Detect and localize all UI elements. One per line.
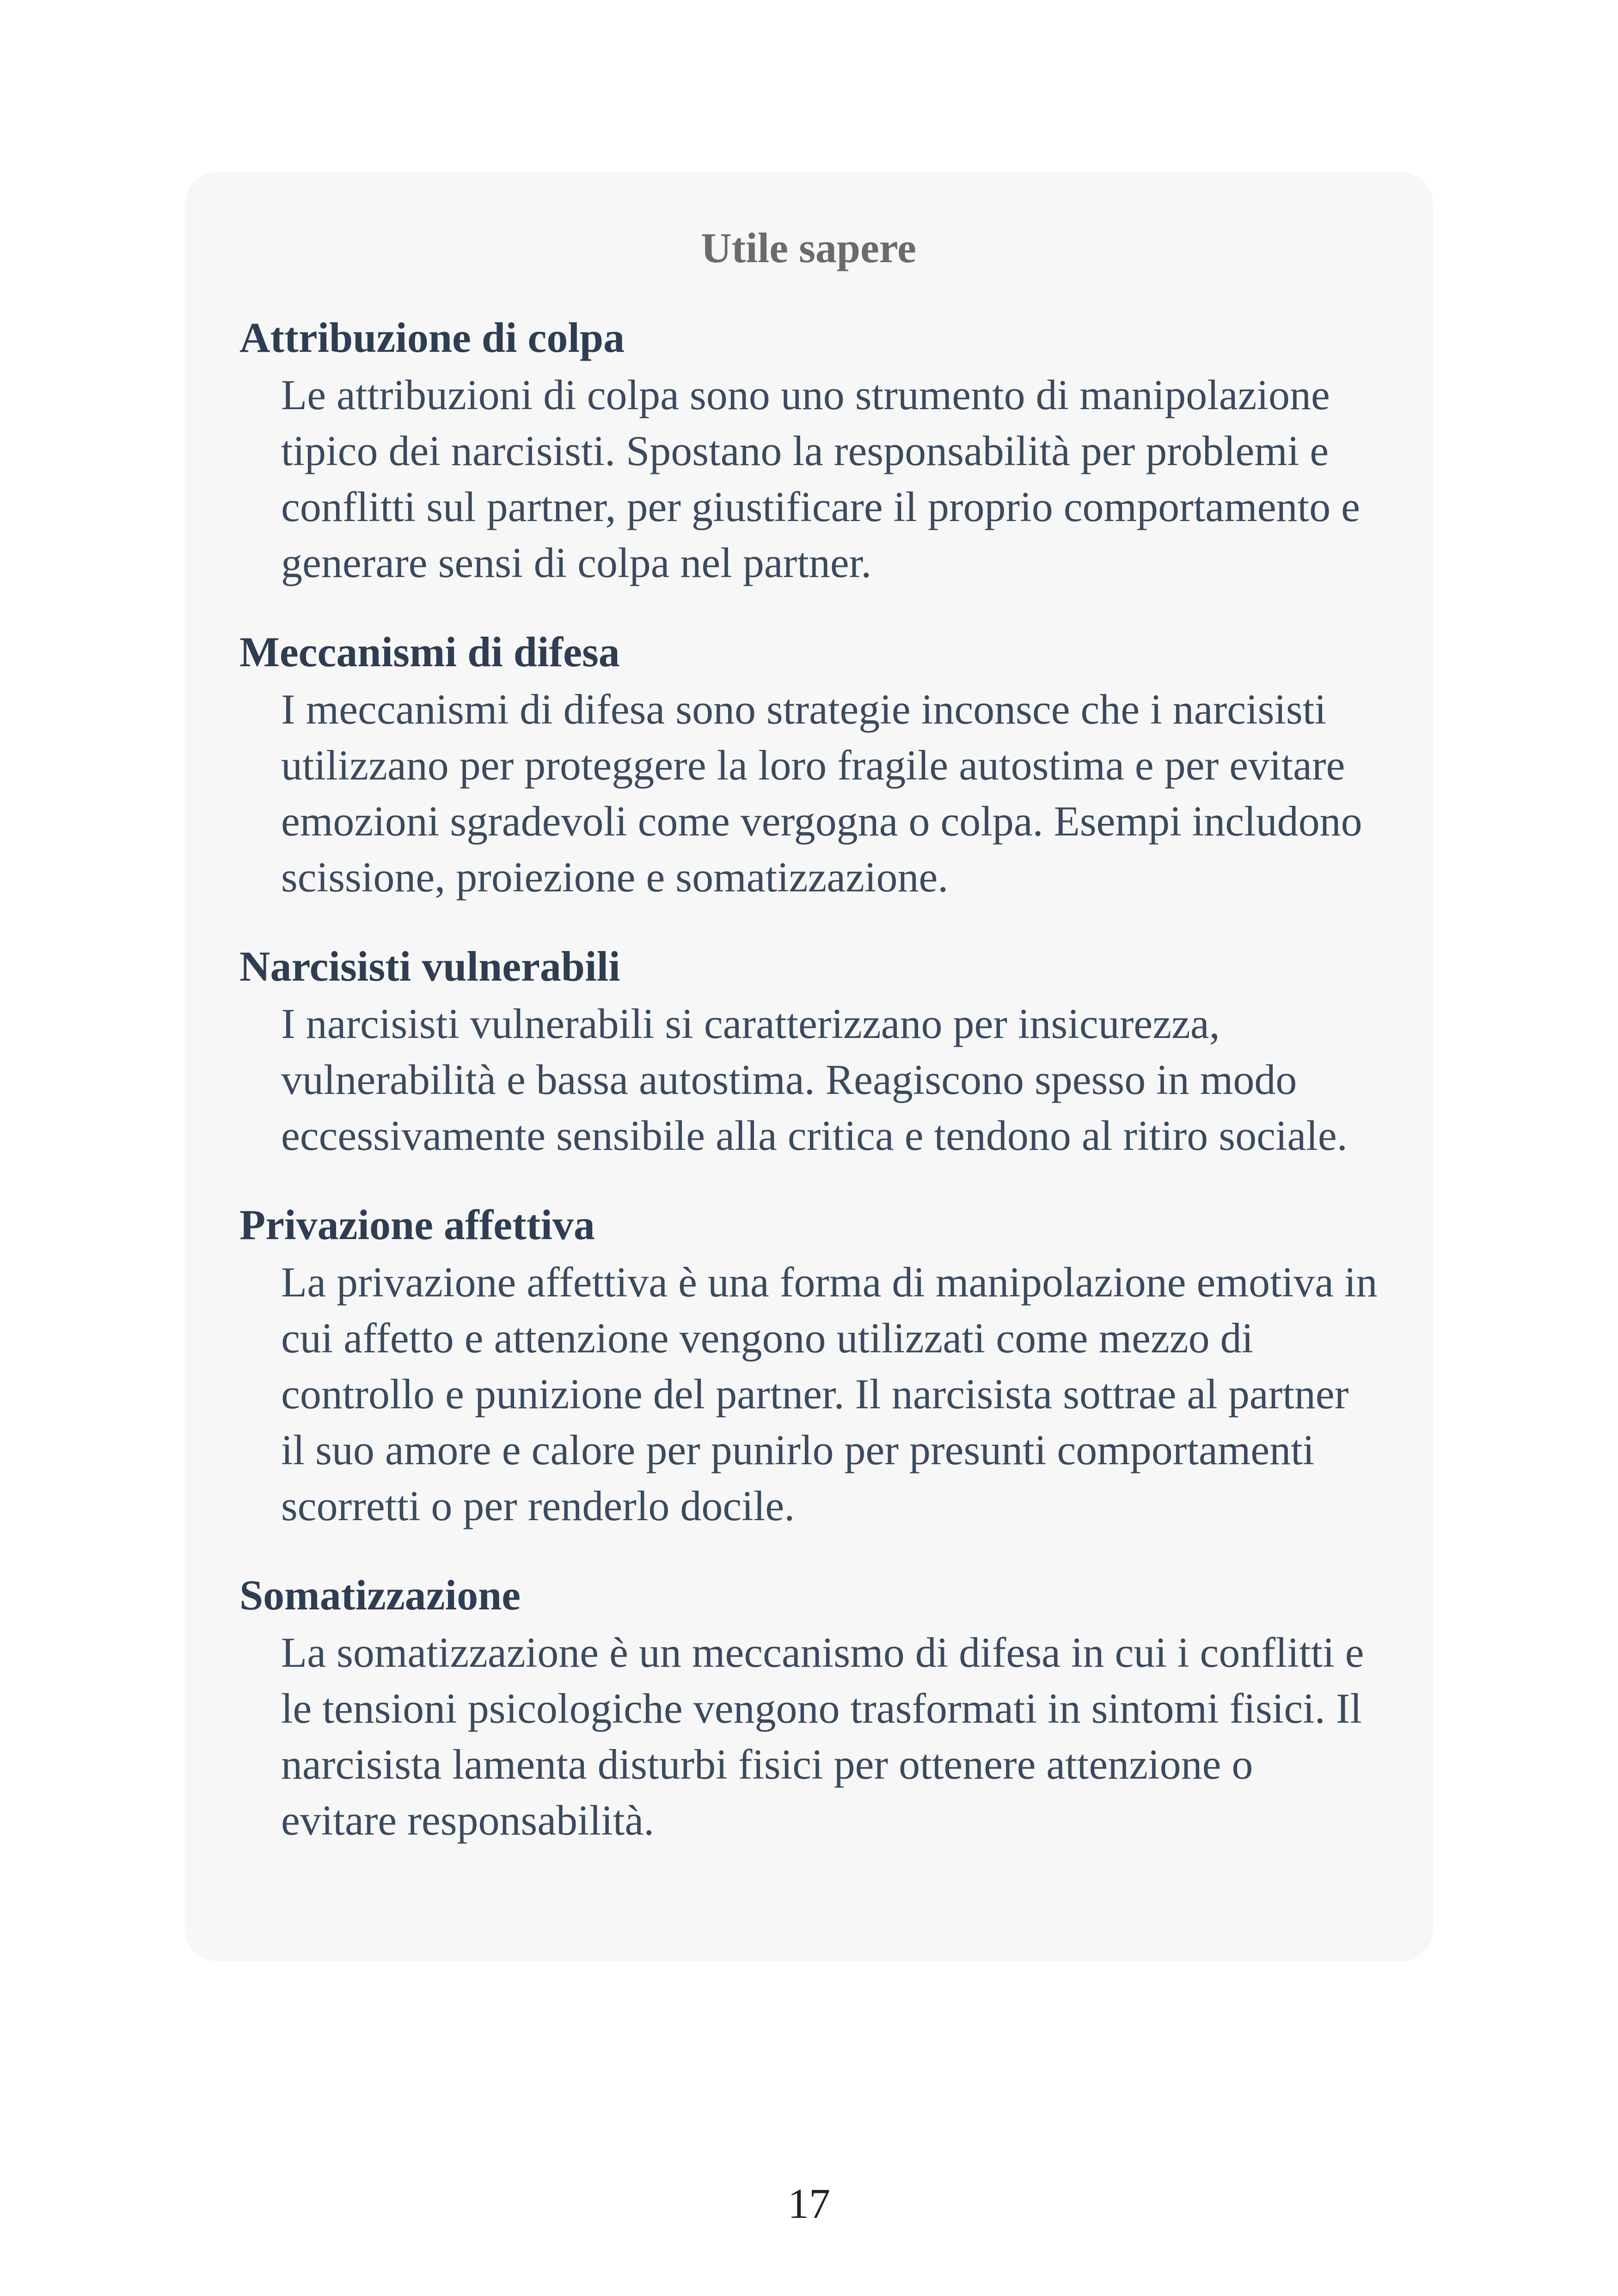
glossary-term: Meccanismi di difesa	[239, 628, 620, 675]
glossary-term: Narcisisti vulnerabili	[239, 943, 620, 990]
box-title: Utile sapere	[701, 224, 916, 271]
glossary-term: Privazione affettiva	[239, 1201, 595, 1248]
info-box	[185, 172, 1433, 1961]
glossary-entry	[239, 628, 1378, 905]
glossary-definition: La privazione affettiva è una forma di manipolazione emotiva in cui affetto e attenzione vengono utilizzati come mezzo di controllo e punizione del partner. Il narcisista sottrae al partner il suo amore e calore per punirlo per presunti comportamenti scorretti o per renderlo docile.	[281, 1259, 1378, 1529]
glossary-definition: La somatizzazione è un meccanismo di difesa in cui i conflitti e le tensioni psicologiche vengono trasformati in sintomi fisici. Il narcisista lamenta disturbi fisici per ottenere attenzione o evitare responsabilità.	[281, 1629, 1364, 1844]
glossary-definition: I meccanismi di difesa sono strategie inconsce che i narcisisti utilizzano per proteggere la loro fragile autostima e per evitare emozioni sgradevoli come vergogna o colpa. Esempi includono scissione, proiezione e somatizzazione.	[281, 686, 1362, 901]
glossary-definition: Le attribuzioni di colpa sono uno strumento di manipolazione tipico dei narcisisti. Spostano la responsabilità per problemi e conflitti sul partner, per giustificare il proprio comportamento e generare sensi di colpa nel partner.	[281, 371, 1360, 586]
glossary-term: Somatizzazione	[239, 1572, 521, 1619]
glossary-entry	[239, 316, 1378, 591]
glossary-entry	[239, 1574, 1378, 1848]
glossary-entry	[239, 1203, 1378, 1534]
glossary-definition: I narcisisti vulnerabili si caratterizzano per insicurezza, vulnerabilità e bassa autostima. Reagiscono spesso in modo eccessivamente sensibile alla critica e tendono al ritiro sociale.	[281, 1000, 1348, 1159]
glossary-entry	[239, 945, 1378, 1164]
glossary-term: Attribuzione di colpa	[239, 314, 625, 361]
page-number: 17	[788, 2180, 830, 2227]
